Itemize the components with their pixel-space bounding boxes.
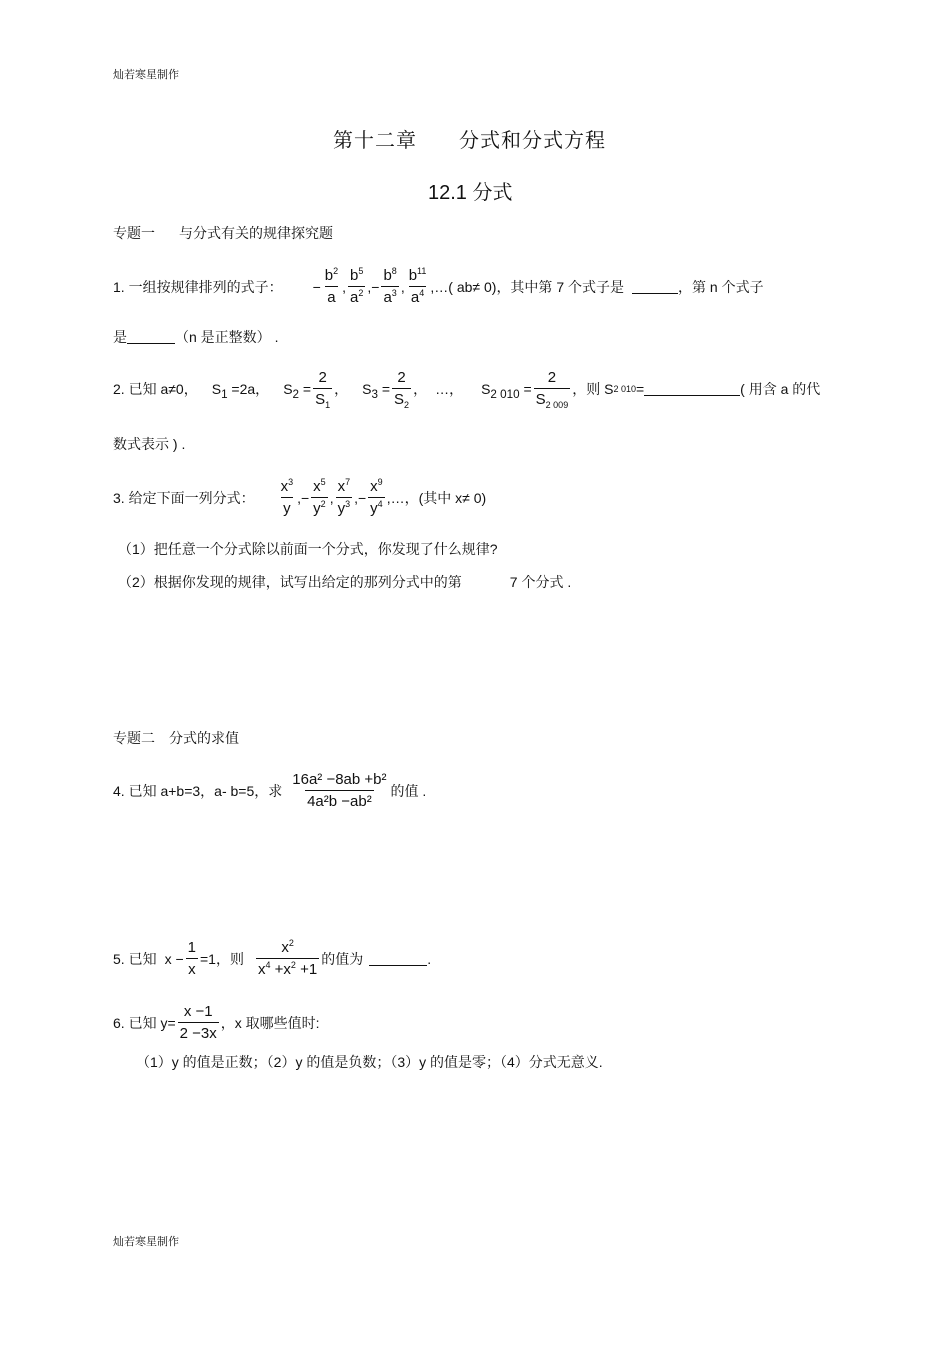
question-2-line-2: 数式表示 ) .: [113, 436, 186, 452]
question-text: .: [427, 951, 432, 967]
question-5: [113, 934, 431, 984]
chapter-number: 第十二章: [333, 130, 417, 152]
question-text: 是: [113, 329, 127, 345]
fraction: $\frac{b^{11}}{a^4}$: [408, 265, 427, 306]
answer-blank[interactable]: [632, 281, 678, 294]
page-header: 灿若寒星制作: [113, 69, 179, 81]
topic-description: 分式的求值: [169, 730, 239, 746]
fraction: $\frac{1}{x}$: [187, 938, 196, 978]
topic-label: 专题一: [113, 225, 155, 241]
question-text: ( 用含 a 的代: [740, 381, 821, 397]
math-term: $S_1 =2a$，: [211, 381, 270, 401]
topic-description: 与分式有关的规律探究题: [179, 225, 333, 241]
fraction: $\frac{x^7}{y^3}$: [337, 476, 351, 517]
condition: …( ab≠ 0): [434, 279, 497, 295]
fraction: $\frac{x^9}{y^4}$: [370, 476, 383, 517]
question-text: 6. 已知 y=: [113, 1015, 176, 1031]
question-3: 3. 给定下面一列分式： $\frac{x^3}{y}$ ,− $\frac{x^5}{y^2}$ , $\frac{x^7}{y^3}$ ,− $\frac{x^9}{y^4}$ , …，(其中 x≠ 0): [113, 476, 487, 517]
chapter-subtitle: 分式和分式方程: [459, 130, 606, 152]
topic-label: 专题二: [113, 730, 155, 746]
question-text: ，则 S: [572, 381, 614, 397]
fraction: $\frac{2}{S_2}$: [394, 368, 410, 410]
question-text: 7 个分式 .: [509, 574, 572, 590]
math-term: $S_3$ =: [362, 381, 391, 401]
question-1-line-2: [113, 330, 278, 344]
answer-blank[interactable]: [127, 331, 175, 344]
section-title: 12.1 分式: [428, 182, 513, 204]
question-3-part-1: （1）把任意一个分式除以前面一个分式，你发现了什么规律?: [118, 541, 498, 557]
fraction: $\frac{x^2}{x^4 +x^2 +1}$: [257, 937, 318, 978]
fraction: $\frac{b^8}{a^3}$: [383, 265, 397, 306]
fraction: $\frac{x^3}{y}$: [280, 476, 294, 517]
ellipsis: …，: [435, 381, 464, 397]
topic-heading: [113, 226, 333, 240]
question-text: =: [635, 381, 645, 397]
condition: …，(其中 x≠ 0): [390, 490, 487, 506]
fraction: $\frac{x -1}{2 -3x}$: [179, 1002, 217, 1042]
question-text: ，第 n 个式子: [678, 279, 764, 295]
fraction: $\frac{\text{16a² −8ab +b²}}{\text{4a²b −ab²}}$: [292, 770, 387, 810]
topic-heading: [113, 731, 239, 745]
question-text: （2）根据你发现的规律，试写出给定的那列分式中的第: [118, 574, 462, 590]
question-text: （n 是正整数） .: [175, 329, 279, 345]
question-text: 5. 已知: [113, 951, 157, 967]
fraction: $\frac{2}{S_1}$: [315, 368, 331, 410]
question-text: 4. 已知 a+b=3，a- b=5，求: [113, 783, 283, 799]
question-text: 的值 .: [390, 783, 427, 799]
fraction: $\frac{b^2}{a}$: [324, 265, 339, 306]
question-text: ，其中第 7 个式子是: [496, 279, 625, 295]
math-term: $S_{2 010}$ =: [481, 381, 532, 401]
question-6-parts: （1）y 的值是正数；（2）y 的值是负数；（3）y 的值是零；（4）分式无意义.: [136, 1054, 603, 1070]
page-footer: 灿若寒星制作: [113, 1236, 179, 1248]
question-text: 的值为: [321, 951, 364, 967]
question-text: 1. 一组按规律排列的式子：: [113, 279, 283, 295]
question-2: 2. 已知 a≠0， $S_1 =2a$， $S_2$ = $\frac{2}{S_1}$ ， $S_3$ = $\frac{2}{S_2}$ ， …， $S_{2 010}$ = $\frac{2}{S_{2 009}}$ ，则 S 2 010 = ( 用含 a 的代: [113, 368, 821, 410]
math-term: x −: [164, 951, 184, 967]
question-3-part-2: [118, 575, 571, 589]
chapter-title: [333, 131, 606, 151]
math-sign: −: [312, 279, 321, 295]
answer-blank[interactable]: [644, 383, 740, 396]
answer-blank[interactable]: [369, 953, 427, 966]
question-text: 3. 给定下面一列分式：: [113, 490, 255, 506]
question-text: ，x 取哪些值时:: [220, 1015, 320, 1031]
math-term: $S_2$ =: [283, 381, 312, 401]
fraction: $\frac{x^5}{y^2}$: [313, 476, 326, 517]
question-4: [113, 766, 426, 816]
fraction: $\frac{2}{S_{2 009}}$: [535, 368, 569, 410]
question-1: 1. 一组按规律排列的式子： − $\frac{b^2}{a}$ , $\frac{b^5}{a^2}$ ,− $\frac{b^8}{a^3}$ , $\frac{b^{11}}{a^4}$ , …( ab≠ 0) ，其中第 7 个式子是 ，第 n 个式子: [113, 265, 764, 306]
question-text: =1，则: [200, 951, 244, 967]
question-6: [113, 998, 320, 1048]
fraction: $\frac{b^5}{a^2}$: [350, 265, 364, 306]
question-text: 2. 已知 a≠0，: [113, 381, 198, 397]
